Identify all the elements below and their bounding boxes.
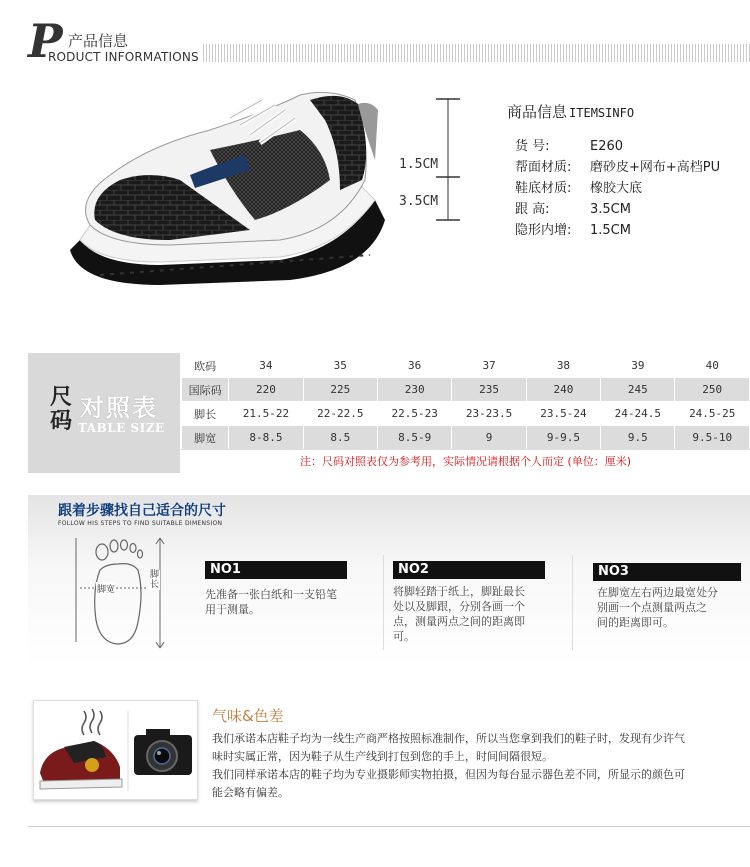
foot-width-label: 脚宽 [96, 582, 116, 595]
info-label: 隐形内增: [515, 223, 572, 238]
size-cell: 240 [526, 378, 600, 402]
steps-subtitle: FOLLOW HIS STEPS TO FIND SUITABLE DIMENSION [58, 520, 223, 527]
size-cell: 245 [601, 378, 675, 402]
info-row-item-no [515, 135, 623, 154]
header-stripe [203, 44, 750, 62]
size-cell: 38 [526, 354, 600, 378]
info-label: 货 号: [515, 139, 550, 154]
foot-length-label: 脚长 [150, 570, 160, 590]
size-row-head: 脚长 [182, 402, 229, 426]
size-cell: 23-23.5 [452, 402, 526, 426]
smell-text-line: 我们承诺本店鞋子均为一线生产商严格按照标准制作，所以当您拿到我们的鞋子时，发现有少许气 [212, 732, 685, 745]
size-table-note: 注：尺码对照表仅为参考用，实际情况请根据个人而定 (单位：厘米) [181, 449, 750, 473]
product-shoe-image [40, 80, 400, 315]
size-row-head: 国际码 [182, 378, 229, 402]
header-title-cn: 产品信息 [68, 32, 129, 50]
size-cell: 37 [452, 354, 526, 378]
size-table-title-cn: 对照表 [80, 394, 158, 422]
size-cell: 8.5-9 [377, 426, 451, 450]
size-cell: 23.5-24 [526, 402, 600, 426]
size-row-head: 脚宽 [182, 426, 229, 450]
step-text-line: 在脚宽左右两边最宽处分 [597, 586, 718, 599]
info-value: 磨砂皮+网布+高档PU [590, 160, 721, 175]
info-label: 鞋底材质: [515, 181, 572, 196]
step-2-badge: NO2 [393, 561, 545, 579]
size-cell: 21.5-22 [229, 402, 303, 426]
size-cell: 40 [675, 354, 750, 378]
sneaker-and-camera-icon [34, 701, 199, 801]
size-cell: 9.5-10 [675, 426, 750, 450]
info-row-insole-lift [515, 219, 631, 238]
size-cell: 9-9.5 [526, 426, 600, 450]
step-text-line: 用于测量。 [205, 603, 260, 616]
size-cell: 230 [377, 378, 451, 402]
step-2-text [393, 584, 525, 644]
header-title-en: RODUCT INFORMATIONS [48, 50, 199, 64]
size-row-head: 欧码 [182, 354, 229, 378]
size-row-foot-length [182, 402, 750, 426]
info-value: E260 [590, 139, 624, 154]
smell-text-line: 我们同样承诺本店的鞋子均为专业摄影师实物拍摄，但因为每台显示器色差不同，所显示的颜色可 [212, 768, 685, 781]
dimension-lower-label: 3.5CM [399, 194, 439, 209]
info-title-cn: 商品信息 [507, 103, 568, 121]
size-row-eu [182, 354, 750, 378]
info-row-heel-height [515, 198, 631, 217]
step-text-line: 点，测量两点之间的距离即 [393, 615, 525, 628]
size-cell: 9 [452, 426, 526, 450]
info-label: 跟 高: [515, 202, 550, 217]
step-divider [383, 555, 384, 650]
info-value: 3.5CM [590, 202, 631, 217]
step-text-line: 别画一个点测量两点之 [597, 601, 707, 614]
step-text-line: 先准备一张白纸和一支铅笔 [205, 588, 337, 601]
info-title-en: ITEMSINFO [569, 106, 635, 120]
size-cell: 220 [229, 378, 303, 402]
info-row-upper-material [515, 156, 720, 175]
size-cell: 22-22.5 [303, 402, 377, 426]
size-cell: 36 [377, 354, 451, 378]
header-p-letter: P [28, 14, 63, 68]
size-cell: 35 [303, 354, 377, 378]
step-3-text [597, 585, 718, 630]
smell-illustration-box [33, 700, 198, 800]
size-row-foot-width [182, 426, 750, 450]
size-row-intl [182, 378, 750, 402]
size-cell: 9.5 [601, 426, 675, 450]
size-cell: 34 [229, 354, 303, 378]
steps-title: 跟着步骤找自己适合的尺寸 [58, 503, 226, 519]
bottom-divider [28, 826, 750, 827]
size-cell: 250 [675, 378, 750, 402]
step-3-badge: NO3 [593, 563, 741, 581]
size-table-title-chi [50, 386, 74, 434]
info-value: 1.5CM [590, 223, 631, 238]
size-table-char-2: 码 [50, 409, 73, 434]
size-table-title-en: TABLE SIZE [78, 421, 165, 435]
size-cell: 8-8.5 [229, 426, 303, 450]
step-text-line: 处以及脚跟，分别各画一个 [393, 600, 525, 613]
size-cell: 22.5-23 [377, 402, 451, 426]
dimension-upper-label: 1.5CM [399, 157, 439, 172]
smell-text-line: 味时实属正常，因为鞋子从生产线到打包到您的手上，时间间隔很短。 [212, 750, 553, 763]
size-cell: 235 [452, 378, 526, 402]
info-label: 帮面材质: [515, 160, 572, 175]
step-text-line: 将脚轻踏于纸上，脚趾最长 [393, 585, 525, 598]
size-cell: 8.5 [303, 426, 377, 450]
step-text-line: 间的距离即可。 [597, 616, 674, 629]
step-1-text [205, 587, 337, 617]
size-table [181, 353, 750, 450]
size-cell: 39 [601, 354, 675, 378]
smell-text-line: 能会略有偏差。 [212, 786, 289, 799]
step-1-badge: NO1 [205, 561, 347, 579]
info-title [507, 101, 634, 122]
foot-outline-icon [72, 530, 172, 650]
size-cell: 24-24.5 [601, 402, 675, 426]
step-divider [572, 555, 573, 650]
size-cell: 225 [303, 378, 377, 402]
size-cell: 24.5-25 [675, 402, 750, 426]
info-value: 橡胶大底 [590, 181, 643, 196]
size-table-char-1: 尺 [50, 385, 73, 410]
info-row-sole-material [515, 177, 642, 196]
smell-title: 气味&色差 [212, 707, 284, 725]
step-text-line: 可。 [393, 630, 415, 643]
